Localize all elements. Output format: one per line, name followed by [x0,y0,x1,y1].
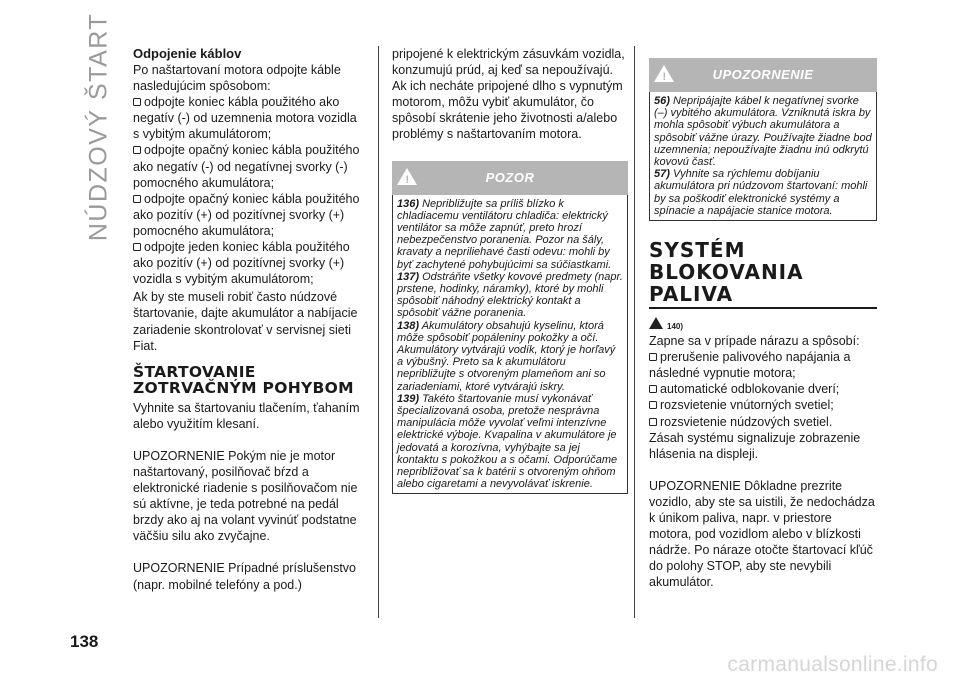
checkbox-bullet-icon [649,401,657,409]
notice-item: 56) Nepripájajte kábel k negatívnej svorke (–) vybitého akumulátora. Vzniknutá iskra by mohla spôsobiť výbuch akumulátora a spôsobiť vážne úrazy. Používajte žiadne bod uzemnenia; nepoužívajte žiadnu inú odkrytú kovovú časť. [654,95,872,169]
warning-note: UPOZORNENIE Dôkladne prezrite vozidlo, aby ste sa uistili, že nedochádza k únikom paliva, napr. v priestore motora, pod vozidlom alebo v blízkosti nádrže. Po náraze otočte štartovací kľúč do polohy STOP, aby ste nevybili akumulátor. [649,478,875,590]
watermark: carmanualsonline.info [727,653,938,676]
paragraph: Ak by ste museli robiť často núdzové štartovanie, dajte akumulátor a nabíjacie zariadenie skontrolovať v servisnej sieti Fiat. [133,290,358,353]
column-1 [133,46,363,593]
list-item: odpojte opačný koniec kábla použitého ako pozitív (+) od pozitívnej svorky (+) pomocného akumulátora; [133,191,360,238]
warning-triangle-icon: ! [397,168,417,185]
notice-box [649,92,877,221]
warning-note: UPOZORNENIE Pokým nie je motor naštartovaný, posilňovač bŕzd a elektronické riadenie s posilňovačom nie sú aktívne, je teda potrebné na pedál brzdy ako aj na volant vyvinúť podstatne väčšiu silu ako zvyčajne. [133,448,358,544]
checkbox-bullet-icon [133,146,141,154]
column-divider [378,46,379,618]
caution-item: 138) Akumulátory obsahujú kyselinu, ktorá môže spôsobiť popáleniny pokožky a očí. Akumulátory vytvárajú vodík, ktorý je horľavý a výbušný. Preto sa k akumulátoru nepribližujte s otvoreným plameňom ani so zariadeniami, ktoré vytvárajú iskry. [397,319,616,393]
reference-marker: 140) [649,315,877,333]
paragraph: Vyhnite sa štartovaniu tlačením, ťahaním alebo využitím klesaní. [133,400,360,431]
notice-banner: ! UPOZORNENIE [649,58,877,92]
list-item: prerušenie palivového napájania a následné vypnutie motora; [649,350,851,381]
heading-rule [649,307,877,309]
list-item: rozsvietenie núdzových svetiel. [649,414,877,430]
caution-item: 136) Nepribližujte sa príliš blízko k chladiacemu ventilátoru chladiča: elektrický ventilátor sa môže zapnúť, preto hrozí nebezpečenstvo poranenia. Pozor na šály, kravaty a nepriliehavé časti odevu: mohli by byť zachytené pohybujúcimi sa súčiastkami. [397,197,612,271]
list-item: odpojte jeden koniec kábla použitého ako pozitív (+) od pozitívnej svorky (+) vozidla s vybitým akumulátorom; [133,240,350,287]
caution-item: 137) Odstráňte všetky kovové predmety (napr. prstene, hodinky, náramky), ktoré by mohli spôsobiť náhodný elektrický kontakt a spôsobiť vážne poranenia. [397,270,623,320]
paragraph: pripojené k elektrickým zásuvkám vozidla, konzumujú prúd, aj keď sa nepoužívajú. Ak ich necháte pripojené dlho s vypnutým motorom, môžu vybiť akumulátor, čo spôsobí skrátenie jeho životnosti a/alebo problémy s naštartovaním motora. [392,47,625,142]
side-chapter-title: NÚDZOVÝ ŠTART [84,12,113,242]
paragraph: Po naštartovaní motora odpojte káble nasledujúcim spôsobom: [133,63,341,94]
notice-item: 57) Vyhnite sa rýchlemu dobíjaniu akumulátora pri núdzovom štartovaní: mohli by sa poškodiť elektronické systémy a spínacie a napájacie stanice motora. [654,168,868,217]
section-heading-fuel-cutoff: SYSTÉM BLOKOVANIA PALIVA [649,238,804,307]
column-divider [634,46,635,618]
warning-triangle-icon [649,317,663,329]
page-number: 138 [70,632,99,651]
paragraph: Zapne sa v prípade nárazu a spôsobí: [649,334,860,349]
section-heading-push-start: ŠTARTOVANIE ZOTRVAČNÝM POHYBOM [133,362,354,397]
car-warning-icon: ! [654,65,674,82]
checkbox-bullet-icon [133,243,141,251]
section-heading-disconnect: Odpojenie káblov [133,46,242,61]
list-item: automatické odblokovanie dverí; [649,381,877,397]
checkbox-bullet-icon [649,385,657,393]
checkbox-bullet-icon [649,353,657,361]
checkbox-bullet-icon [649,418,657,426]
caution-banner: ! POZOR [392,161,628,195]
caution-item: 139) Takéto štartovanie musí vykonávať špecializovaná osoba, pretože nesprávna manipulácia môže vyvolať veľmi intenzívne elektrické výboje. Kvapalina v akumulátore je jedovatá a korozívna, vyhýbajte sa jej kontaktu s pokožkou a s očami. Odporúčame nepribližovať sa k batérii s otvoreným ohňom alebo cigaretami a nevyvolávať iskrenie. [397,392,618,491]
checkbox-bullet-icon [133,98,141,106]
list-item: odpojte opačný koniec kábla použitého ako negatív (-) od negatívnej svorky (-) pomocného akumulátora; [133,143,360,190]
caution-box [392,195,628,495]
checkbox-bullet-icon [133,195,141,203]
list-item: odpojte koniec kábla použitého ako negatív (-) od uzemnenia motora vozidla s vybitým akumulátorom; [133,95,357,142]
list-item: rozsvietenie vnútorných svetiel; [649,397,877,413]
column-2 [392,46,628,494]
column-3 [649,46,877,590]
warning-note: UPOZORNENIE Prípadné príslušenstvo (napr. mobilné telefóny a pod.) [133,561,356,592]
paragraph: Zásah systému signalizuje zobrazenie hlásenia na displeji. [649,430,861,461]
